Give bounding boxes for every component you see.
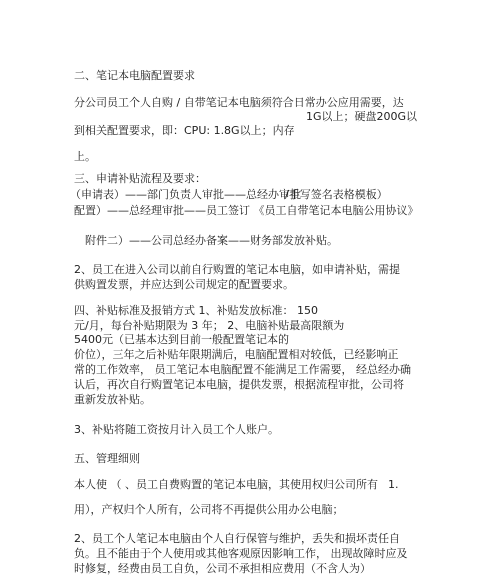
section-2-heading: 二、笔记本电脑配置要求 (74, 69, 195, 82)
section-2-line-3: 到相关配置要求，即：CPU: 1.8G以上；内存 (74, 124, 295, 137)
section-4-line-5: 常的工作效率， 员工笔记本电脑配置不能满足工作需要， 经总经办确 (74, 363, 411, 376)
section-2-line-4: 上。 (74, 150, 96, 163)
section-4-line-6: 认后，再次自行购置笔记本电脑，提供发票，根据流程审批，公司将 (74, 378, 404, 391)
section-2-line-1: 分公司员工个人自购 / 自带笔记本电脑须符合日常办公应用需要，达 (74, 96, 404, 109)
section-3-line-1b: /手写签名表格模板） (285, 188, 388, 201)
section-5-para-2-line-2: 负。且不能由于个人使用或其他客观原因影响工作， 出现故障时应及 (74, 547, 408, 560)
section-4-line-7: 重新发放补贴。 (74, 393, 151, 406)
section-3-line-2: 配置）——总经理审批——员工签订 《员工自带笔记本电脑公用协议》 (74, 204, 419, 217)
section-3-para-2-line-1: 2、员工在进入公司以前自行购置的笔记本电脑，如申请补贴，需提 (74, 263, 400, 276)
section-5-para-2-line-3: 时修复，经费由员工自负，公司不承担相应费用（不含人为） (74, 562, 371, 575)
section-4-line-1: 四、补贴标准及报销方式 1、补贴发放标准： 150 (74, 304, 318, 317)
section-5-line-1b: 1. (388, 478, 399, 491)
section-2-line-2: 1G以上；硬盘200G以 (306, 110, 418, 123)
section-4-para-3: 3、补贴将随工资按月计入员工个人账户。 (74, 423, 279, 436)
section-3-line-1a: （申请表）——部门负责人审批——总经办审批 (70, 188, 301, 201)
section-3-heading: 三、申请补贴流程及要求： (74, 172, 206, 185)
section-5-line-2: 用），产权归个人所有，公司将不再提供公用办公电脑； (74, 503, 344, 516)
section-5-line-1a: 本人使 （ 、员工自费购置的笔记本电脑，其使用权归公司所有 (74, 478, 378, 491)
section-3-para-2-line-2: 供购置发票，并应达到公司规定的配置要求。 (74, 278, 294, 291)
section-5-heading: 五、管理细则 (74, 452, 140, 465)
section-4-line-4: 价位），三年之后补贴年限期满后，电脑配置相对较低，已经影响正 (74, 348, 399, 361)
section-4-line-2: 元/月，每台补贴期限为 3 年； 2、电脑补贴最高限额为 (74, 319, 345, 332)
section-3-line-3: 附件二）——公司总经办备案——财务部发放补贴。 (85, 234, 338, 247)
section-4-line-3: 5400元（已基本达到目前一般配置笔记本的 (74, 333, 289, 346)
section-5-para-2-line-1: 2、员工个人笔记本电脑由个人自行保管与维护，丢失和损坏责任自 (74, 532, 400, 545)
